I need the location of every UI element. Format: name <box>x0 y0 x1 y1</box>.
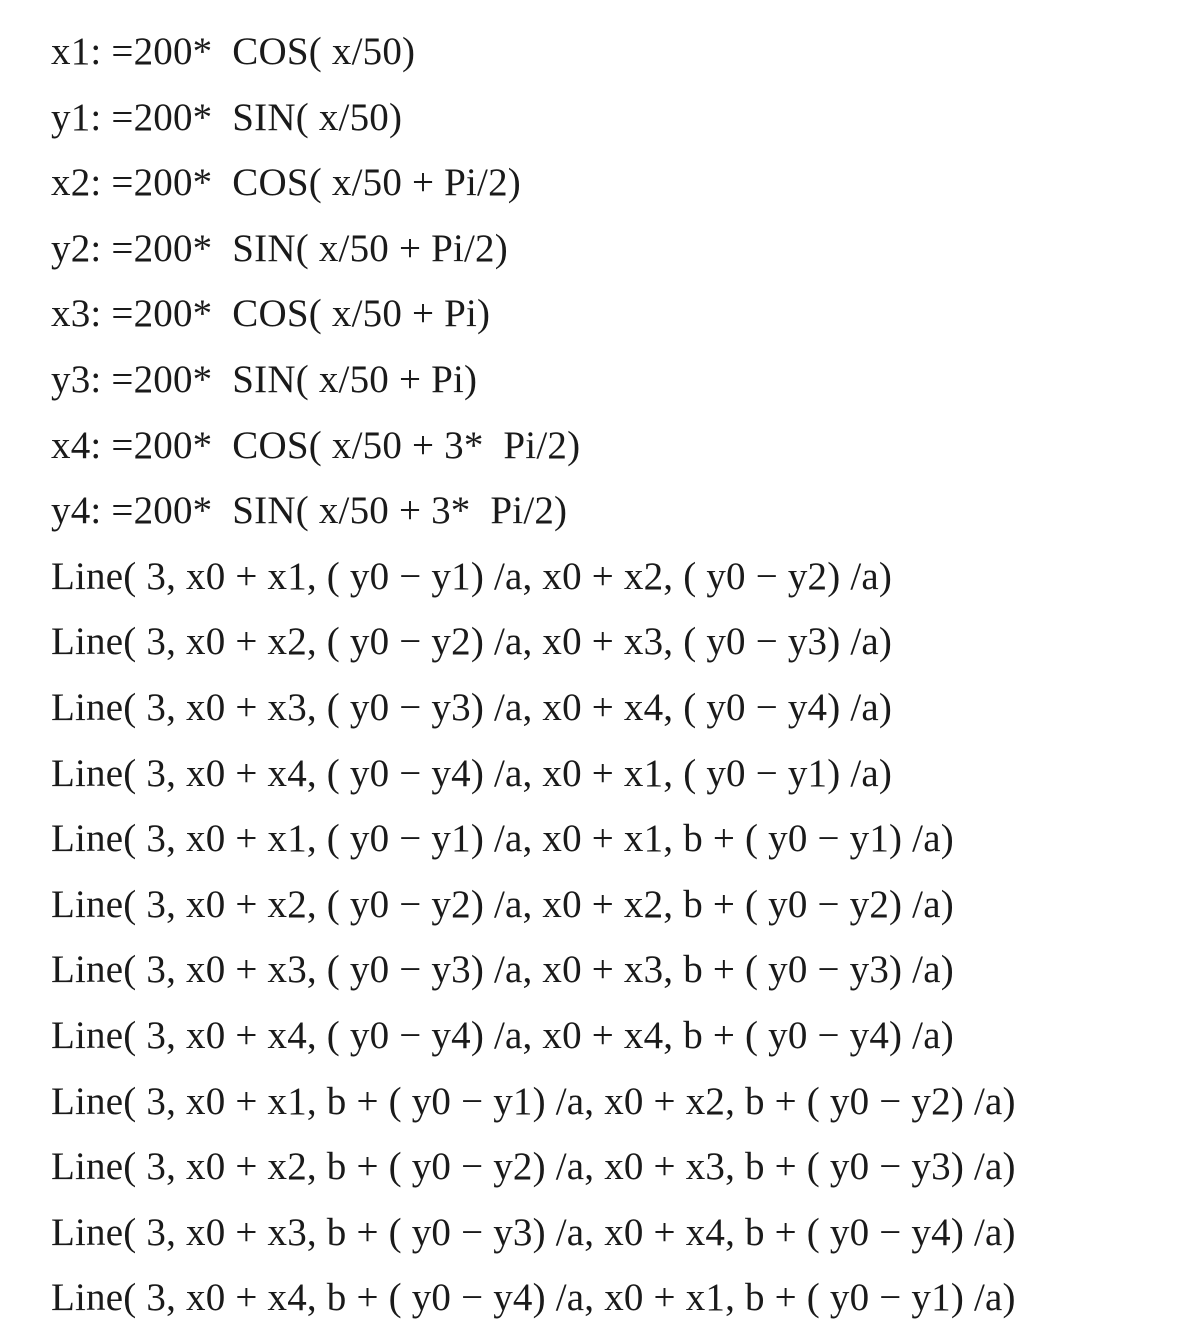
code-line-line-12: Line( 3, x0 + x4, b + ( y0 − y4) /a, x0 + x1, b + ( y0 − y1) /a) <box>51 1276 1016 1320</box>
code-line-x4: x4: =200* COS( x/50 + 3* Pi/2) <box>51 423 581 467</box>
code-line-y4: y4: =200* SIN( x/50 + 3* Pi/2) <box>51 489 568 533</box>
code-line-y2: y2: =200* SIN( x/50 + Pi/2) <box>51 226 508 270</box>
code-line-line-10: Line( 3, x0 + x2, b + ( y0 − y2) /a, x0 + x3, b + ( y0 − y3) /a) <box>51 1145 1016 1189</box>
code-line-line-7: Line( 3, x0 + x3, ( y0 − y3) /a, x0 + x3, b + ( y0 − y3) /a) <box>51 948 954 992</box>
code-line-line-1: Line( 3, x0 + x1, ( y0 − y1) /a, x0 + x2, ( y0 − y2) /a) <box>51 554 893 598</box>
code-line-x2: x2: =200* COS( x/50 + Pi/2) <box>51 161 521 205</box>
code-line-y1: y1: =200* SIN( x/50) <box>51 95 403 139</box>
code-line-line-8: Line( 3, x0 + x4, ( y0 − y4) /a, x0 + x4, b + ( y0 − y4) /a) <box>51 1013 954 1057</box>
code-line-line-4: Line( 3, x0 + x4, ( y0 − y4) /a, x0 + x1, ( y0 − y1) /a) <box>51 751 893 795</box>
code-line-line-2: Line( 3, x0 + x2, ( y0 − y2) /a, x0 + x3, ( y0 − y3) /a) <box>51 620 893 664</box>
code-line-x1: x1: =200* COS( x/50) <box>51 30 416 73</box>
code-line-y3: y3: =200* SIN( x/50 + Pi) <box>51 357 478 401</box>
code-line-line-6: Line( 3, x0 + x2, ( y0 − y2) /a, x0 + x2, b + ( y0 − y2) /a) <box>51 882 954 926</box>
code-line-line-3: Line( 3, x0 + x3, ( y0 − y3) /a, x0 + x4, ( y0 − y4) /a) <box>51 685 893 729</box>
code-line-line-5: Line( 3, x0 + x1, ( y0 − y1) /a, x0 + x1, b + ( y0 − y1) /a) <box>51 817 954 861</box>
code-line-x3: x3: =200* COS( x/50 + Pi) <box>51 292 491 336</box>
code-line-line-11: Line( 3, x0 + x3, b + ( y0 − y3) /a, x0 + x4, b + ( y0 − y4) /a) <box>51 1210 1016 1254</box>
code-line-line-9: Line( 3, x0 + x1, b + ( y0 − y1) /a, x0 + x2, b + ( y0 − y2) /a) <box>51 1079 1016 1123</box>
code-listing <box>51 23 1016 1335</box>
